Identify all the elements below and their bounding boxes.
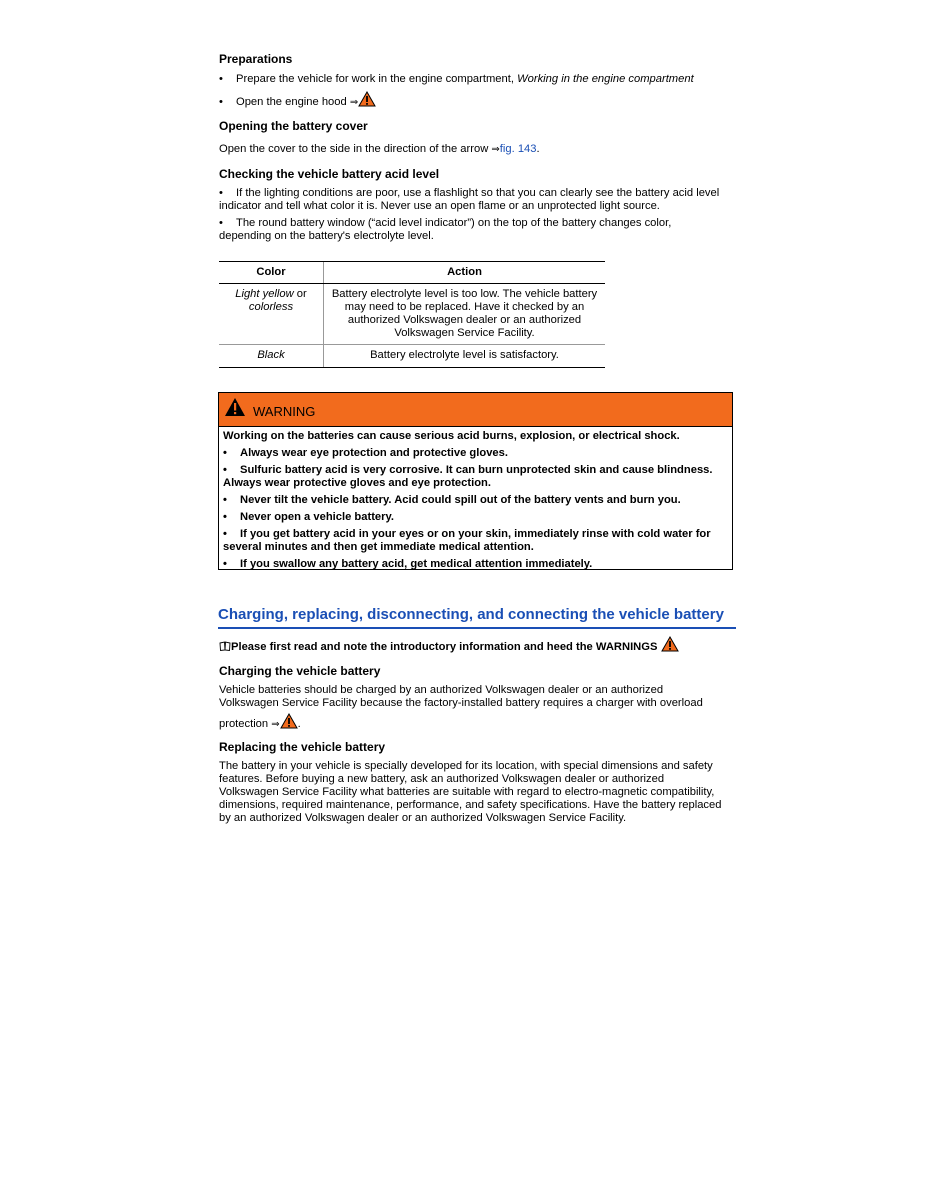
acid-level-paragraph-1: • If the lighting conditions are poor, use a flashlight so that you can clearly see the battery acid level indicator and tell what color it is. Never use an open flame or an unprotected light source. [219, 187, 720, 212]
bullet: • [219, 96, 223, 108]
warning-triangle-icon[interactable] [358, 91, 376, 107]
section-title: Charging, replacing, disconnecting, and connecting the vehicle battery [218, 606, 736, 629]
bullet: • [219, 187, 223, 199]
warning-item: • Always wear eye protection and protective gloves. [223, 447, 508, 459]
warning-intro: Working on the batteries can cause serious acid burns, explosion, or electrical shock. [223, 430, 680, 442]
warning-title: WARNING [253, 404, 316, 419]
replacing-heading: Replacing the vehicle battery [219, 740, 386, 754]
table-row [219, 345, 605, 368]
arrow-icon: ⇒ [349, 97, 359, 108]
warning-box [218, 392, 733, 570]
fig-143-link[interactable]: fig. 143 [499, 143, 537, 155]
battery-cover-heading: Opening the battery cover [219, 119, 368, 133]
bullet: • [219, 217, 223, 229]
warning-item: • Never tilt the vehicle battery. Acid could spill out of the battery vents and burn you. [223, 494, 681, 506]
warning-header [219, 393, 732, 427]
warning-item: • Sulfuric battery acid is very corrosive. It can burn unprotected skin and cause blindness. Always wear protective gloves and eye protection. [223, 464, 713, 489]
intro-note: Please first read and note the introductory information and heed the WARNINGS [219, 636, 679, 654]
warning-triangle-icon[interactable] [280, 713, 298, 729]
preparations-heading: Preparations [219, 52, 293, 66]
table-row [219, 284, 605, 345]
battery-cover-text: Open the cover to the side in the direction of the arrow ⇒fig. 143. [219, 143, 540, 155]
warning-triangle-icon [224, 397, 246, 417]
arrow-icon: ⇒ [271, 719, 280, 730]
book-icon [219, 641, 231, 651]
charging-text: Vehicle batteries should be charged by an authorized Volkswagen dealer or an authorized Volkswagen Service Facility because the factory-installed battery requires a charger with overload protection ⇒ . [219, 684, 703, 730]
warning-item: • Never open a vehicle battery. [223, 511, 394, 523]
acid-level-heading: Checking the vehicle battery acid level [219, 167, 440, 181]
warning-body [219, 427, 732, 571]
table-cell-color: Light yellow or colorless [219, 284, 324, 345]
table-cell-color: Black [219, 345, 324, 368]
arrow-icon: ⇒ [491, 144, 500, 155]
acid-color-table [219, 261, 605, 368]
acid-level-paragraph-2: • The round battery window (“acid level indicator”) on the top of the battery changes color, depending on the battery's electrolyte level. [219, 217, 672, 242]
table-cell-action: Battery electrolyte level is too low. The vehicle battery may need to be replaced. Have it checked by an authorized Volkswagen dealer or an authorized Volkswagen Service Facility. [324, 284, 606, 345]
table-header-color: Color [219, 262, 324, 284]
table-header-action: Action [324, 262, 606, 284]
engine-compartment-link[interactable]: Working in the engine compartment [517, 73, 694, 85]
charging-heading: Charging the vehicle battery [219, 664, 381, 678]
bullet: • [219, 73, 223, 85]
warning-item: • If you swallow any battery acid, get medical attention immediately. [223, 558, 593, 570]
warning-triangle-icon[interactable] [661, 636, 679, 652]
preparations-item-1: • Prepare the vehicle for work in the engine compartment, Working in the engine compartment [219, 73, 694, 85]
table-cell-action: Battery electrolyte level is satisfactory. [370, 349, 559, 361]
warning-item: • If you get battery acid in your eyes or on your skin, immediately rinse with cold water for several minutes and then get immediate medical attention. [223, 528, 711, 553]
preparations-item-2: • Open the engine hood ⇒ [219, 91, 376, 109]
replacing-text: The battery in your vehicle is specially developed for its location, with special dimensions and safety features. Before buying a new battery, ask an authorized Volkswagen dealer or authorized Volkswagen Service Facility what batteries are suitable with regard to electro-magnetic compatibility, dimensions, required maintenance, performance, and safety specifications. Have the battery replaced by an authorized Volkswagen dealer or an authorized Volkswagen Service Facility. [219, 760, 722, 824]
